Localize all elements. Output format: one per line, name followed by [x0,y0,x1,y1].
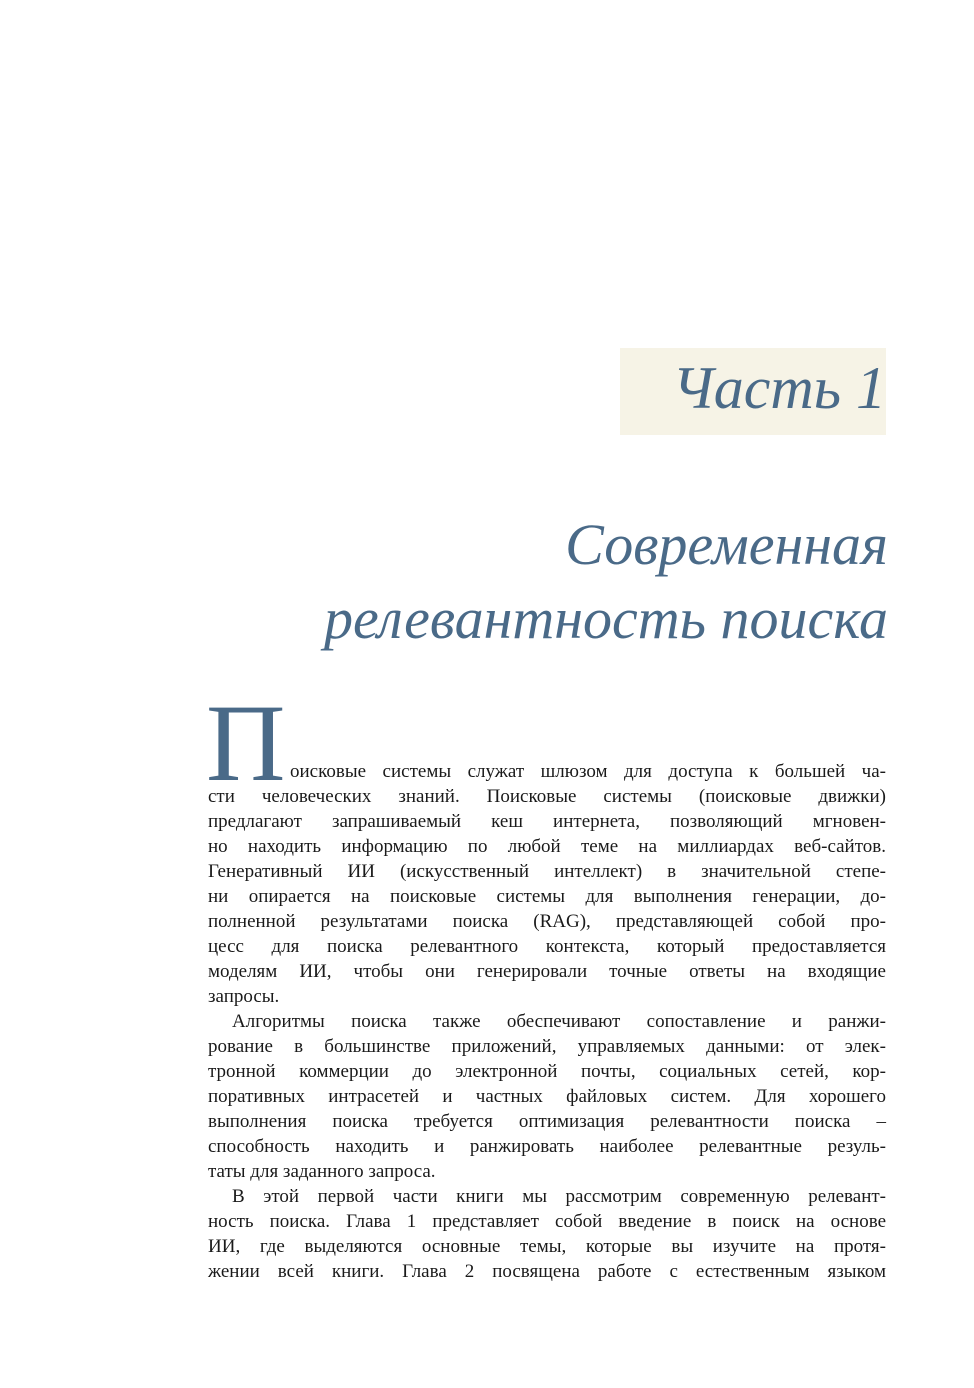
paragraph-line: Алгоритмы поиска также обеспечивают сопоставление и ранжи- [232,1011,886,1032]
paragraph-line: рование в большинстве приложений, управляемых данными: от элек- [208,1036,886,1057]
part-title [228,508,888,656]
paragraph-line: полненной результатами поиска (RAG), представляющей собой про- [208,911,886,932]
paragraph-line: В этой первой части книги мы рассмотрим современную релевант- [232,1186,886,1207]
paragraph-line: ИИ, где выделяются основные темы, которые вы изучите на протя- [208,1236,886,1257]
paragraph-line: цесс для поиска релевантного контекста, который предоставляется [208,936,886,957]
paragraph-line: Генеративный ИИ (искусственный интеллект) в значительной степе- [208,861,886,882]
paragraph-line: предлагают запрашиваемый кеш интернета, позволяющий мгновен- [208,811,886,832]
paragraph-line: выполнения поиска требуется оптимизация релевантности поиска – [208,1111,886,1132]
paragraph-line: тронной коммерции до электронной почты, социальных сетей, кор- [208,1061,886,1082]
paragraph-line: жении всей книги. Глава 2 посвящена работе с естественным языком [208,1261,886,1282]
drop-cap: П [206,682,286,804]
paragraph-line: но находить информацию по любой теме на миллиардах веб-сайтов. [208,836,886,857]
body-paragraph-3 [208,1184,886,1284]
part-title-line: Современная [565,512,888,577]
paragraph-line: способность находить и ранжировать наиболее релевантные резуль- [208,1136,886,1157]
paragraph-line: ность поиска. Глава 1 представляет собой введение в поиск на основе [208,1211,886,1232]
paragraph-line: моделям ИИ, чтобы они генерировали точные ответы на входящие [208,961,886,982]
paragraph-line: оисковые системы служат шлюзом для доступа к большей ча- [290,761,886,782]
paragraph-line: запросы. [208,986,280,1007]
paragraph-line: поративных интрасетей и частных файловых систем. Для хорошего [208,1086,886,1107]
paragraph-line: сти человеческих знаний. Поисковые системы (поисковые движки) [208,786,886,807]
part-label: Часть 1 [672,355,886,421]
body-paragraph-1 [208,759,886,1009]
paragraph-line: таты для заданного запроса. [208,1161,436,1182]
part-title-line: релевантность поиска [324,586,888,651]
body-paragraph-2 [208,1009,886,1184]
paragraph-line: ни опирается на поисковые системы для выполнения генерации, до- [208,886,886,907]
